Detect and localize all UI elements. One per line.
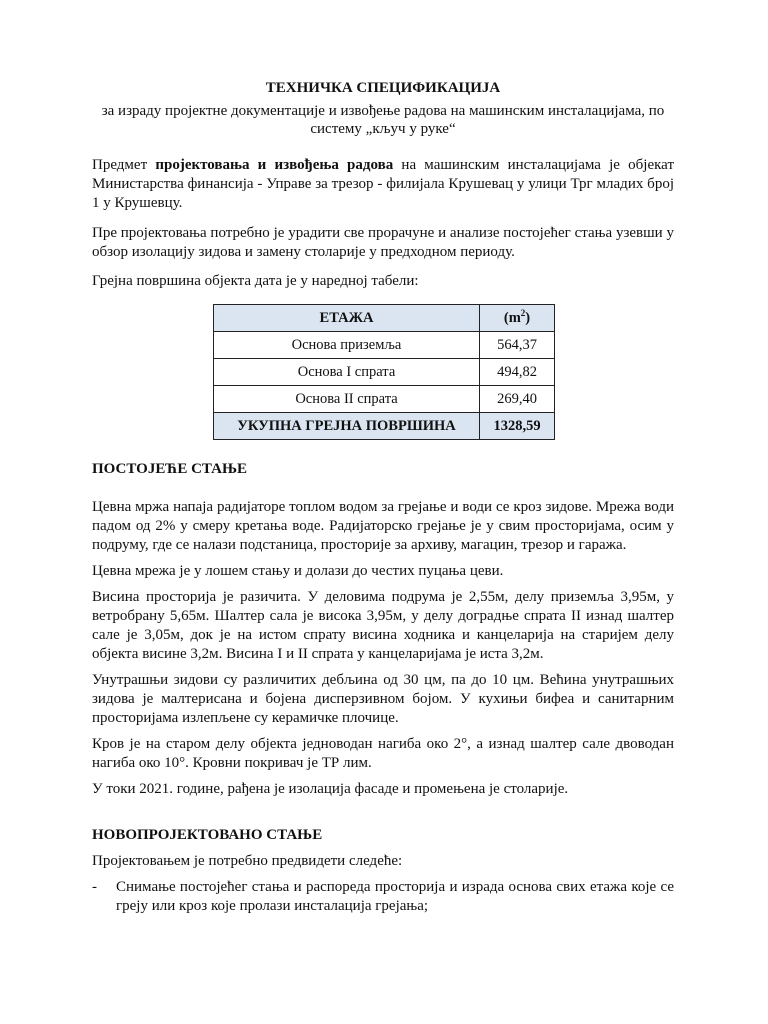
row-area: 269,40 bbox=[480, 386, 555, 413]
header-unit bbox=[480, 305, 555, 332]
heating-area-table bbox=[213, 304, 555, 440]
table-header-row bbox=[214, 305, 555, 332]
paragraph-pipe-network: Цевна мржа напаја радијаторе топлом водом за грејање и води се кроз зидове. Мрежа води падом од 2% у смеру кретања воде. Радијаторско грејање је у свим просторијама, осим у подруму, где се налази подстаница, просторије за архиву, магацин, трезор и гаража. bbox=[92, 499, 674, 553]
paragraph-analysis: Пре пројектовања потребно је урадити све прорачуне и анализе постојећег стања узевши у обзор изолацију зидова и замену столарије у предходном периоду. bbox=[92, 225, 674, 260]
table-row bbox=[214, 386, 555, 413]
intro-text-start: Предмет bbox=[92, 157, 156, 173]
section-heading-existing: ПОСТОЈЕЋЕ СТАЊЕ bbox=[92, 461, 248, 477]
document-content bbox=[92, 78, 674, 916]
table-row bbox=[214, 359, 555, 386]
paragraph-pipe-condition: Цевна мрежа је у лошем стању и долази до честих пуцања цеви. bbox=[92, 563, 504, 579]
paragraph-roof: Кров је на старом делу објекта једноводан нагиба око 2°, а изнад шалтер сале двоводан нагиба око 10°. Кровни покривач је ТР лим. bbox=[92, 736, 674, 771]
paragraph-facade: У токи 2021. године, рађена је изолација фасаде и промењена је столарије. bbox=[92, 781, 569, 797]
header-unit-superscript: 2 bbox=[520, 307, 526, 318]
total-label: УКУПНА ГРЕЈНА ПОВРШИНА bbox=[214, 413, 480, 440]
table-total-row bbox=[214, 413, 555, 440]
row-area: 494,82 bbox=[480, 359, 555, 386]
header-unit-close: ) bbox=[525, 309, 531, 326]
intro-paragraph bbox=[92, 156, 674, 213]
list-item-text: Снимање постојећег стања и распореда просторија и израда основа свих етажа које се греју или кроз које пролази инсталација грејања; bbox=[116, 879, 674, 914]
intro-text-end: на машинским инсталацијама је објекат Министарства финансија - Управе за трезор - филијала Крушевац у улици Трг младих број 1 у Крушевцу. bbox=[92, 157, 674, 211]
table-row bbox=[214, 332, 555, 359]
intro-bold-text: пројектовања и извођења радова bbox=[155, 157, 394, 173]
list-bullet-marker: - bbox=[92, 879, 97, 895]
document-subtitle: за израду пројектне документације и извођење радова на машинским инсталацијама, по систему „кључ у руке“ bbox=[101, 103, 665, 137]
row-floor: Основа приземља bbox=[214, 332, 480, 359]
list-item bbox=[92, 878, 674, 916]
header-floor: ЕТАЖА bbox=[214, 305, 480, 332]
row-area: 564,37 bbox=[480, 332, 555, 359]
paragraph-design-lead: Пројектовањем је потребно предвидети следеће: bbox=[92, 853, 403, 869]
row-floor: Основа I спрата bbox=[214, 359, 480, 386]
paragraph-table-intro: Грејна површина објекта дата је у наредној табели: bbox=[92, 273, 419, 289]
paragraph-room-heights: Висина просторија је разичита. У деловима подрума је 2,55м, делу приземља 3,95м, у ветробрану 5,65м. Шалтер сала је висока 3,95м, у делу доградње спрата II изнад шалтер сале је 3,05м, док је на истом спрату висина ходника и канцеларија на старијем делу објекта висине 3,2м. Висина I и II спрата у канцеларијама је иста 3,2м. bbox=[92, 589, 674, 662]
paragraph-interior-walls: Унутрашњи зидови су различитих дебљина од 30 цм, па до 10 цм. Већина унутрашњих зидова је малтерисана и бојена дисперзивном бојом. У кухињи бифеа и санитарним просторијама излепљене су керамичке плочице. bbox=[92, 672, 674, 726]
section-heading-new: НОВОПРОЈЕКТОВАНО СТАЊЕ bbox=[92, 827, 323, 843]
document-title: ТЕХНИЧКА СПЕЦИФИКАЦИЈА bbox=[265, 80, 501, 96]
header-unit-open: (m bbox=[503, 309, 521, 326]
row-floor: Основа II спрата bbox=[214, 386, 480, 413]
total-value: 1328,59 bbox=[480, 413, 555, 440]
